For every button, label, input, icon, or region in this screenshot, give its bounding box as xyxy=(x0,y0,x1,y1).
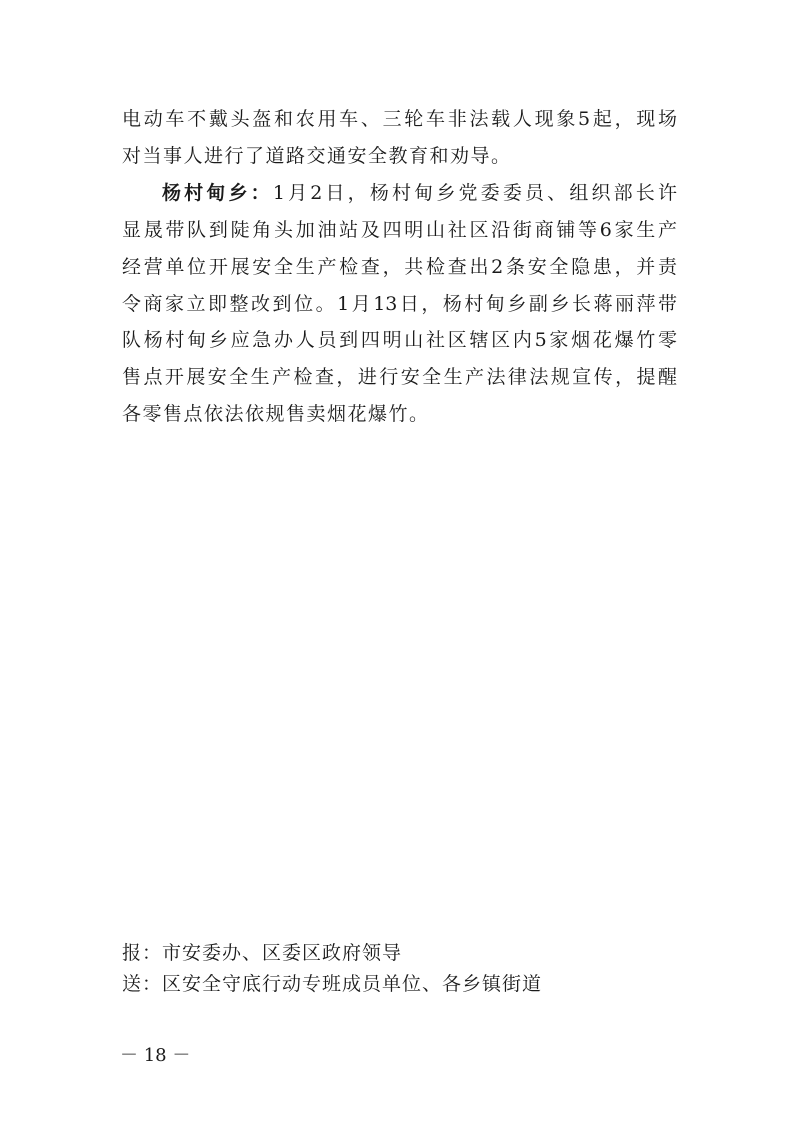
send-to-line: 送：区安全守底行动专班成员单位、各乡镇街道 xyxy=(122,973,543,995)
paragraph2-line-2: 显晟带队到陡角头加油站及四明山社区沿街商铺等6家生产 xyxy=(122,218,677,241)
body-text xyxy=(122,101,677,433)
paragraph2-first-line-rest: 1月2日，杨村甸乡党委委员、组织部长许 xyxy=(272,181,677,204)
paragraph1-line-2: 对当事人进行了道路交通安全教育和劝导。 xyxy=(122,144,512,167)
paragraph2-line-5: 队杨村甸乡应急办人员到四明山社区辖区内5家烟花爆竹零 xyxy=(122,329,677,352)
paragraph1-line-1: 电动车不戴头盔和农用车、三轮车非法载人现象5起，现场 xyxy=(122,108,677,130)
distribution-footer xyxy=(122,938,677,1000)
paragraph2-line-1 xyxy=(122,175,677,212)
report-to-line: 报：市安委办、区委区政府领导 xyxy=(122,942,403,964)
paragraph2-lead-heading: 杨村甸乡： xyxy=(162,181,273,204)
paragraph2-line-3: 经营单位开展安全生产检查，共检查出2条安全隐患，并责 xyxy=(122,255,677,278)
paragraph2-line-7: 各零售点依法依规售卖烟花爆竹。 xyxy=(122,403,430,426)
paragraph2-line-6: 售点开展安全生产检查，进行安全生产法律法规宣传，提醒 xyxy=(122,366,677,389)
page-number: － 18 － xyxy=(120,1045,191,1066)
paragraph2-line-4: 令商家立即整改到位。1月13日，杨村甸乡副乡长蒋丽萍带 xyxy=(122,292,677,315)
